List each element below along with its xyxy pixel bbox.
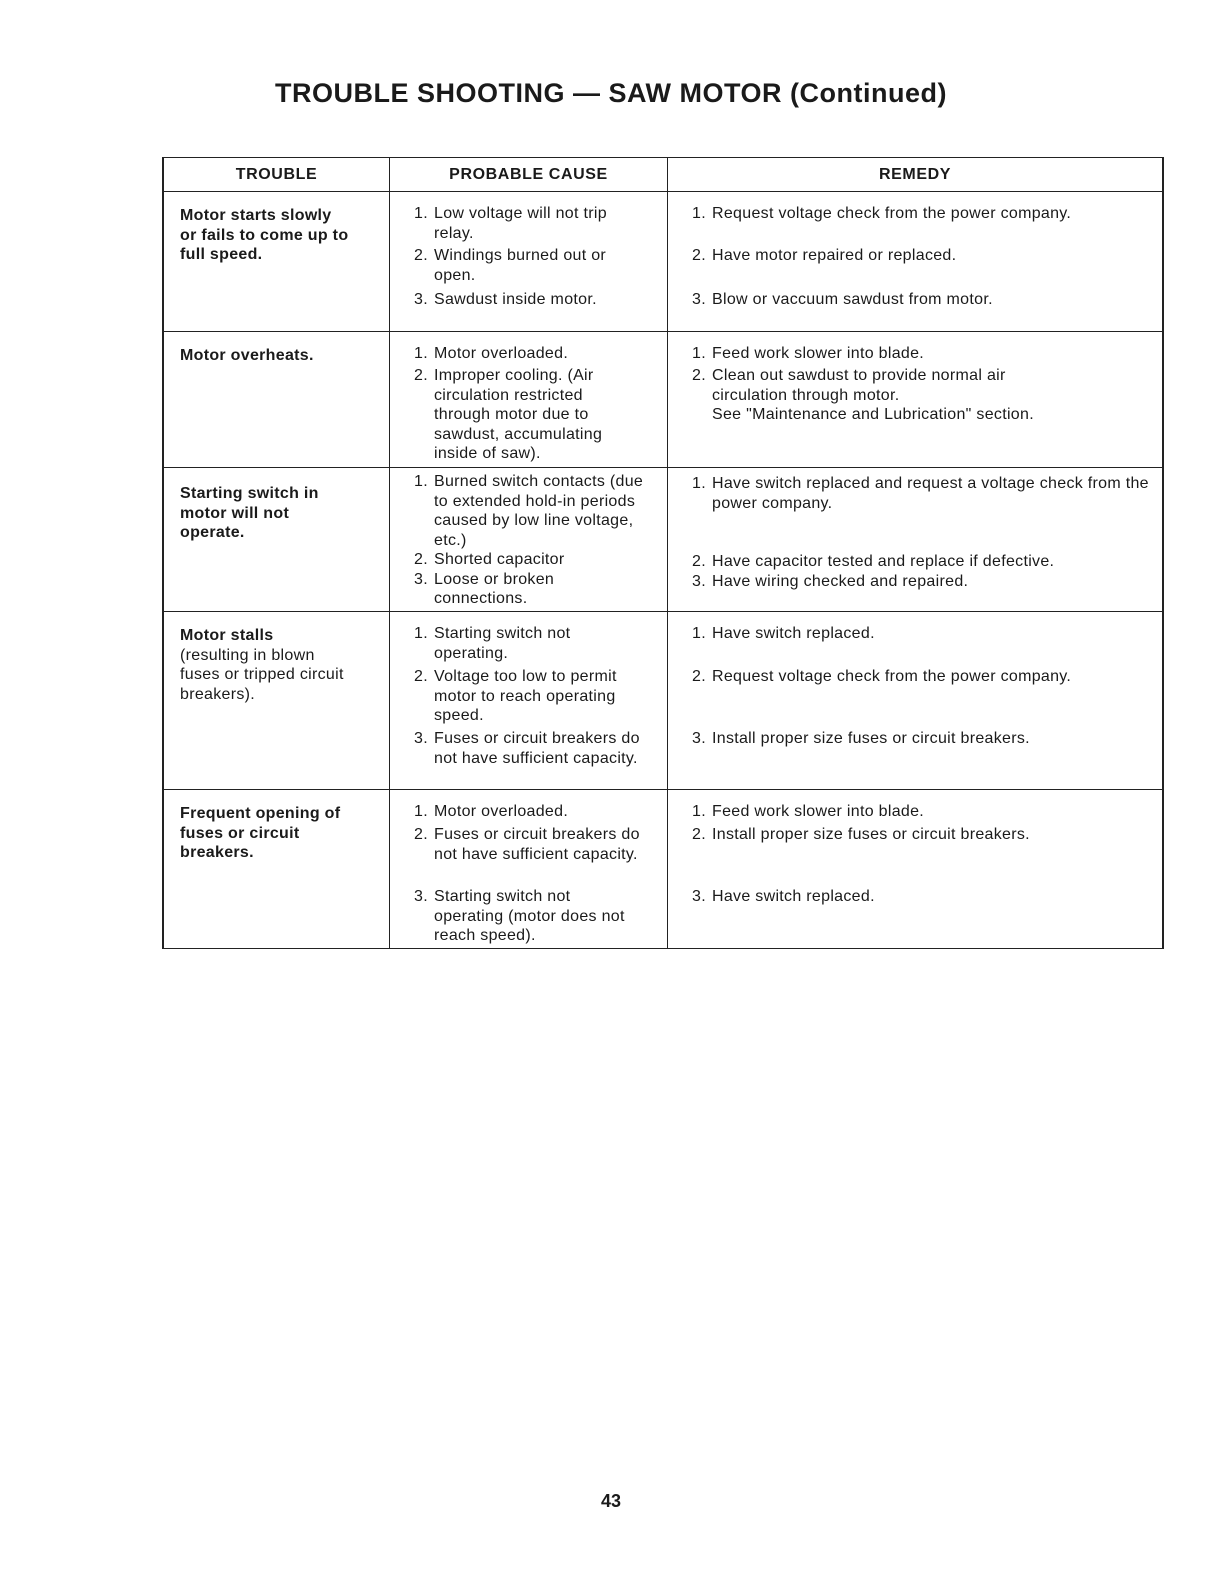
remedy-cell xyxy=(668,612,1162,789)
item-number: 1. xyxy=(692,345,706,362)
item-number: 1. xyxy=(414,625,428,642)
cause-item xyxy=(414,366,657,464)
page-title: TROUBLE SHOOTING — SAW MOTOR (Continued) xyxy=(275,78,947,108)
trouble-cell xyxy=(164,332,390,467)
trouble-label: Motor stalls xyxy=(180,627,274,644)
item-text: Request voltage check from the power company. xyxy=(712,668,1072,685)
item-text: Have switch replaced and request a voltage check from the power company. xyxy=(712,475,1149,512)
cause-item xyxy=(414,472,657,550)
trouble-label: Frequent opening of fuses or circuit breakers. xyxy=(180,805,341,861)
cause-item xyxy=(414,570,657,609)
item-number: 3. xyxy=(692,730,706,747)
table-row xyxy=(164,468,1162,612)
item-text: Low voltage will not trip relay. xyxy=(434,205,607,242)
cause-cell xyxy=(390,790,668,948)
item-number: 3. xyxy=(414,730,428,747)
remedy-item xyxy=(692,667,1152,729)
item-text: Loose or broken connections. xyxy=(434,570,555,607)
remedy-cell xyxy=(668,468,1162,611)
item-text: Starting switch not operating. xyxy=(434,625,571,662)
table-row xyxy=(164,790,1162,948)
header-remedy: REMEDY xyxy=(878,166,952,183)
item-number: 1. xyxy=(692,205,706,222)
item-number: 1. xyxy=(692,475,706,492)
cause-item xyxy=(414,246,657,290)
item-number: 1. xyxy=(692,625,706,642)
remedy-item xyxy=(692,405,1152,425)
remedy-item xyxy=(692,729,1152,749)
cause-item xyxy=(414,667,657,729)
remedy-item xyxy=(692,802,1152,825)
remedy-item xyxy=(692,344,1152,366)
trouble-label: Starting switch in motor will not operate. xyxy=(180,485,319,541)
item-number: 2. xyxy=(692,668,706,685)
trouble-cell xyxy=(164,468,390,611)
trouble-label: Motor overheats. xyxy=(180,347,314,364)
item-text: Fuses or circuit breakers do not have sufficient capacity. xyxy=(434,730,640,767)
remedy-item xyxy=(692,366,1152,405)
item-number: 2. xyxy=(414,826,428,843)
item-number: 3. xyxy=(414,291,428,308)
item-number: 1. xyxy=(414,803,428,820)
cause-cell xyxy=(390,192,668,331)
remedy-item xyxy=(692,887,1152,907)
item-text: Have capacitor tested and replace if defective. xyxy=(712,553,1055,570)
item-number: 3. xyxy=(414,570,428,588)
item-text: Motor overloaded. xyxy=(434,803,569,820)
remedy-item xyxy=(692,246,1152,290)
item-number: 3. xyxy=(414,888,428,905)
cause-item xyxy=(414,624,657,667)
remedy-item xyxy=(692,552,1152,572)
item-number: 2. xyxy=(414,668,428,685)
item-number: 3. xyxy=(692,888,706,905)
cause-cell xyxy=(390,468,668,611)
cause-item xyxy=(414,729,657,768)
remedy-cell xyxy=(668,332,1162,467)
page-number: 43 xyxy=(600,1491,622,1511)
item-text: Feed work slower into blade. xyxy=(712,803,925,820)
item-text: Starting switch not operating (motor does not reach speed). xyxy=(434,888,625,944)
table-header-row xyxy=(164,158,1162,192)
item-text: Shorted capacitor xyxy=(434,551,565,568)
trouble-label: Motor starts slowly or fails to come up to full speed. xyxy=(180,207,349,263)
item-text: Voltage too low to permit motor to reach operating speed. xyxy=(434,668,617,724)
item-text: Feed work slower into blade. xyxy=(712,345,925,362)
remedy-item xyxy=(692,572,1152,592)
cause-cell xyxy=(390,612,668,789)
cause-item xyxy=(414,550,657,570)
remedy-item xyxy=(692,474,1152,552)
item-text: Request voltage check from the power company. xyxy=(712,205,1072,222)
trouble-cell xyxy=(164,192,390,331)
item-text: Blow or vaccuum sawdust from motor. xyxy=(712,291,993,308)
item-number: 2. xyxy=(414,551,428,568)
remedy-cell xyxy=(668,790,1162,948)
cause-item xyxy=(414,204,657,246)
item-text: Clean out sawdust to provide normal air circulation through motor. xyxy=(712,367,1006,404)
remedy-item xyxy=(692,290,1152,310)
item-text: Fuses or circuit breakers do not have sufficient capacity. xyxy=(434,826,640,863)
item-number: 2. xyxy=(692,367,706,384)
item-text: Have motor repaired or replaced. xyxy=(712,247,957,264)
item-number: 1. xyxy=(414,345,428,362)
cause-cell xyxy=(390,332,668,467)
item-text: See "Maintenance and Lubrication" section. xyxy=(712,406,1034,423)
item-number: 1. xyxy=(414,473,428,490)
troubleshooting-table xyxy=(162,157,1164,949)
item-number: 3. xyxy=(692,291,706,308)
cause-item xyxy=(414,802,657,825)
trouble-cell xyxy=(164,790,390,948)
header-trouble: TROUBLE xyxy=(164,158,390,191)
item-number: 2. xyxy=(414,247,428,264)
remedy-cell xyxy=(668,192,1162,331)
item-text: Install proper size fuses or circuit breakers. xyxy=(712,826,1030,843)
cause-item xyxy=(414,344,657,366)
table-row xyxy=(164,192,1162,332)
item-text: Windings burned out or open. xyxy=(434,247,607,284)
table-row xyxy=(164,612,1162,790)
item-number: 1. xyxy=(692,803,706,820)
item-text: Install proper size fuses or circuit breakers. xyxy=(712,730,1030,747)
item-number: 2. xyxy=(692,247,706,264)
item-number xyxy=(692,405,712,425)
cause-item xyxy=(414,887,657,946)
item-number: 1. xyxy=(414,205,428,222)
item-text: Improper cooling. (Air circulation restricted through motor due to sawdust, accumulating inside of saw). xyxy=(434,367,603,462)
remedy-item xyxy=(692,825,1152,887)
remedy-item xyxy=(692,624,1152,667)
table-row xyxy=(164,332,1162,468)
cause-item xyxy=(414,290,657,310)
item-text: Burned switch contacts (due to extended hold-in periods caused by low line voltage, etc.) xyxy=(434,473,644,549)
cause-item xyxy=(414,825,657,887)
item-text: Motor overloaded. xyxy=(434,345,569,362)
item-text: Have switch replaced. xyxy=(712,888,875,905)
trouble-cell xyxy=(164,612,390,789)
item-number: 2. xyxy=(414,367,428,384)
remedy-item xyxy=(692,204,1152,246)
item-number: 2. xyxy=(692,553,706,570)
header-probable-cause: PROBABLE CAUSE xyxy=(390,158,668,191)
item-text: Have switch replaced. xyxy=(712,625,875,642)
item-text: Have wiring checked and repaired. xyxy=(712,572,969,590)
item-number: 2. xyxy=(692,826,706,843)
item-number: 3. xyxy=(692,572,706,590)
item-text: Sawdust inside motor. xyxy=(434,291,597,308)
trouble-detail: (resulting in blown fuses or tripped circuit breakers). xyxy=(180,646,344,703)
